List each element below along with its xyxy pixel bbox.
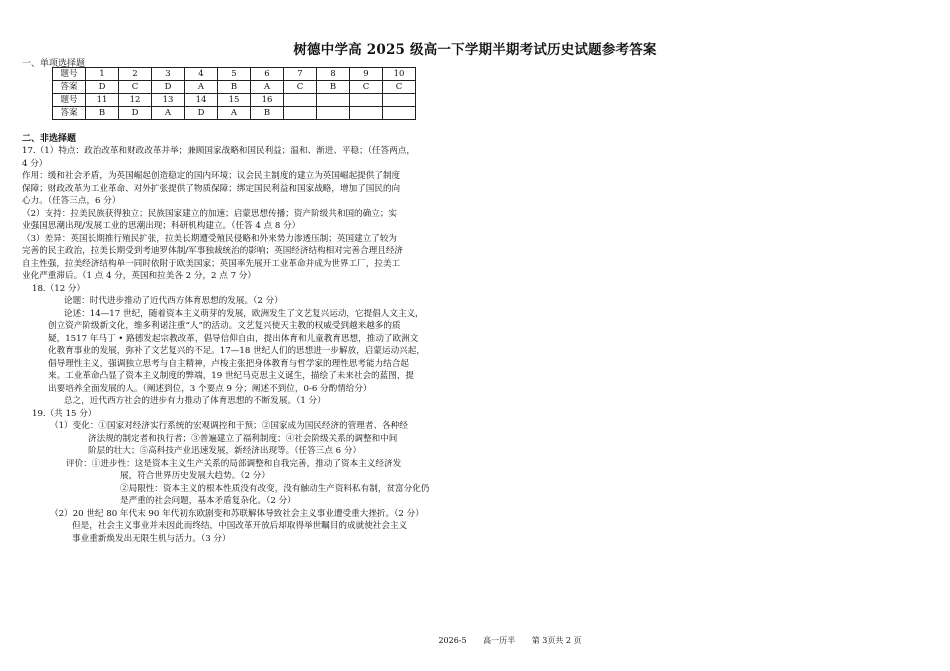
answer-table-cell: 3 bbox=[152, 68, 185, 81]
answer-table-cell: D bbox=[86, 81, 119, 94]
text-line: ②局限性：资本主义的根本性质没有改变，没有触动生产资料私有制，贫富分化仍 bbox=[120, 483, 430, 494]
answer-table-cell bbox=[317, 94, 350, 107]
text-line: 出要培养全面发展的人。（阐述到位，3 个要点 9 分；阐述不到位，0-6 分酌情给分） bbox=[48, 383, 372, 394]
answer-table-cell bbox=[350, 107, 383, 120]
text-line: 来。工业革命凸显了资本主义制度的弊端，19 世纪马克思主义诞生，描绘了未来社会的蓝图，提 bbox=[48, 371, 415, 381]
answer-table-row bbox=[53, 81, 416, 94]
answer-table-cell: C bbox=[284, 81, 317, 94]
answer-table-cell: 5 bbox=[218, 68, 251, 81]
answer-table-cell: 9 bbox=[350, 68, 383, 81]
text-line: （3）差异：英国长期推行殖民扩张，拉美长期遭受殖民侵略和外来势力渗透压制；英国建立了较为 bbox=[22, 233, 398, 244]
answer-table-cell: B bbox=[218, 81, 251, 94]
text-line: 业强国思潮出现/发展工业的思潮出现；科研机构建立。（任答 4 点 8 分） bbox=[22, 221, 301, 231]
section-non-choice-heading: 二、非选择题 bbox=[22, 134, 77, 144]
text-line: 自主性强，拉美经济结构单一同时依附于欧美国家；英国率先展开工业革命并成为世界工厂，拉美工 bbox=[22, 258, 401, 269]
text-line: 总之，近代西方社会的进步有力推动了体育思想的不断发展。（1 分） bbox=[64, 396, 326, 406]
answer-table-cell bbox=[284, 94, 317, 107]
answer-table-cell: A bbox=[218, 107, 251, 120]
answer-table-cell: C bbox=[350, 81, 383, 94]
answer-table-row-label: 题号 bbox=[53, 94, 86, 107]
footer-date: 2026-5 bbox=[438, 636, 467, 645]
answer-table-row-label: 答案 bbox=[53, 107, 86, 120]
answer-table-cell: 10 bbox=[383, 68, 416, 81]
answer-table-row bbox=[53, 107, 416, 120]
text-line: 是严重的社会问题，基本矛盾复杂化。（2 分） bbox=[120, 496, 296, 506]
footer-subject: 高一历半 bbox=[483, 636, 516, 645]
text-line: 论述：14—17 世纪，随着资本主义萌芽的发展，欧洲发生了文艺复兴运动，它提倡人文主义， bbox=[64, 308, 424, 319]
text-line: 保障；财政改革为工业革命、对外扩张提供了物质保障；绑定国民利益和国家战略，增加了国民的向 bbox=[22, 183, 401, 194]
answer-table-cell: B bbox=[86, 107, 119, 120]
answer-table-cell: 2 bbox=[119, 68, 152, 81]
answer-table-cell bbox=[350, 94, 383, 107]
text-line: 评价：①进步性：这是资本主义生产关系的局部调整和自我完善，推动了资本主义经济发 bbox=[66, 458, 402, 469]
answer-table-cell bbox=[284, 107, 317, 120]
answer-table-cell: 12 bbox=[119, 94, 152, 107]
page-title: 树德中学高 2025 级高一下学期半期考试历史试题参考答案 bbox=[293, 42, 657, 58]
page-footer bbox=[360, 635, 660, 646]
text-line: 完善的民主政治，拉美长期受到考迪罗体制/军事独裁统治的影响；英国经济结构相对完善合理且经济 bbox=[22, 246, 404, 256]
answer-table-cell bbox=[383, 94, 416, 107]
answer-table-cell: A bbox=[185, 81, 218, 94]
answer-table-cell: B bbox=[251, 107, 284, 120]
answer-table-cell: B bbox=[317, 81, 350, 94]
text-line: 创立资产阶级新文化，维多利诺注重“人”的活动。文艺复兴使天主教的权威受到越来越多的质 bbox=[48, 321, 401, 331]
answer-table-cell: 14 bbox=[185, 94, 218, 107]
text-line: （1）变化：①国家对经济实行系统的宏观调控和干预；②国家成为国民经济的管理者、各种经 bbox=[50, 421, 408, 431]
answer-table bbox=[52, 67, 416, 120]
answer-table-cell bbox=[383, 107, 416, 120]
answer-table-cell: D bbox=[152, 81, 185, 94]
answer-table-cell: A bbox=[251, 81, 284, 94]
answer-table-cell: 8 bbox=[317, 68, 350, 81]
answer-table-row-label: 题号 bbox=[53, 68, 86, 81]
answer-table-cell: 11 bbox=[86, 94, 119, 107]
text-line: 疑，1517 年马丁 • 路德发起宗教改革，倡导信仰自由，提出体育和儿童教育思想，推动了欧洲文 bbox=[48, 333, 419, 344]
answer-table-cell: 7 bbox=[284, 68, 317, 81]
text-line: （2）20 世纪 80 年代末 90 年代初东欧剧变和苏联解体导致社会主义事业遭受重大挫折。（2 分） bbox=[50, 508, 424, 519]
text-line: 17.（1）特点：政治改革和财政改革并举；兼顾国家战略和国民利益；温和、渐进、平稳；（任答两点， bbox=[22, 146, 415, 156]
answer-table-cell: A bbox=[152, 107, 185, 120]
answer-table-row bbox=[53, 94, 416, 107]
answer-table-cell: 6 bbox=[251, 68, 284, 81]
text-line: 18.（12 分） bbox=[32, 283, 86, 294]
text-line: 阶层的壮大；⑤高科技产业迅速发展，新经济出现等。（任答三点 6 分） bbox=[88, 446, 362, 456]
text-line: （2）支持：拉美民族获得独立；民族国家建立的加速；启蒙思想传播；资产阶级共和国的确立；实 bbox=[22, 208, 398, 219]
text-line: 论题：时代进步推动了近代西方体育思想的发展。（2 分） bbox=[64, 296, 283, 306]
answer-table-cell: 1 bbox=[86, 68, 119, 81]
text-line: 事业重新焕发出无限生机与活力。（3 分） bbox=[72, 533, 231, 544]
text-line: 心力。（任答三点，6 分） bbox=[22, 196, 121, 206]
text-line: 济法规的制定者和执行者；③普遍建立了福利制度；④社会阶级关系的调整和中间 bbox=[88, 433, 398, 444]
answer-table-cell: 15 bbox=[218, 94, 251, 107]
footer-page: 第 3页共 2 页 bbox=[531, 636, 582, 645]
answer-table-cell: D bbox=[185, 107, 218, 120]
answer-table-cell: 16 bbox=[251, 94, 284, 107]
answer-table-cell: 4 bbox=[185, 68, 218, 81]
answer-table-row-label: 答案 bbox=[53, 81, 86, 94]
text-line: 业化严重滞后。（1 点 4 分，英国和拉美各 2 分，2 点 7 分） bbox=[22, 271, 256, 281]
text-line: 但是，社会主义事业并未因此而终结，中国改革开放后却取得举世瞩目的成就使社会主义 bbox=[72, 521, 408, 531]
answer-body bbox=[22, 145, 460, 545]
answer-table-row bbox=[53, 68, 416, 81]
answer-table-cell: C bbox=[383, 81, 416, 94]
answer-table-cell: C bbox=[119, 81, 152, 94]
text-line: 19.（共 15 分） bbox=[32, 408, 97, 419]
text-line: 作用：缓和社会矛盾，为英国崛起创造稳定的国内环境；议会民主制度的建立为英国崛起提供了制度 bbox=[22, 171, 401, 181]
answer-table-cell bbox=[317, 107, 350, 120]
text-line: 4 分） bbox=[22, 158, 48, 169]
text-line: 化教育事业的发展，弥补了文艺复兴的不足。17—18 世纪人们的思想进一步解放，启蒙运动兴起， bbox=[48, 346, 425, 356]
section-multiple-choice-heading: 一、单项选择题 bbox=[22, 59, 86, 69]
answer-table-cell: D bbox=[119, 107, 152, 120]
answer-table-cell: 13 bbox=[152, 94, 185, 107]
text-line: 倡导理性主义，强调独立思考与自主精神，卢梭主张把身体教育与哲学家的理性思考能力结合起 bbox=[48, 358, 409, 369]
text-line: 展，符合世界历史发展大趋势。（2 分） bbox=[120, 471, 270, 481]
